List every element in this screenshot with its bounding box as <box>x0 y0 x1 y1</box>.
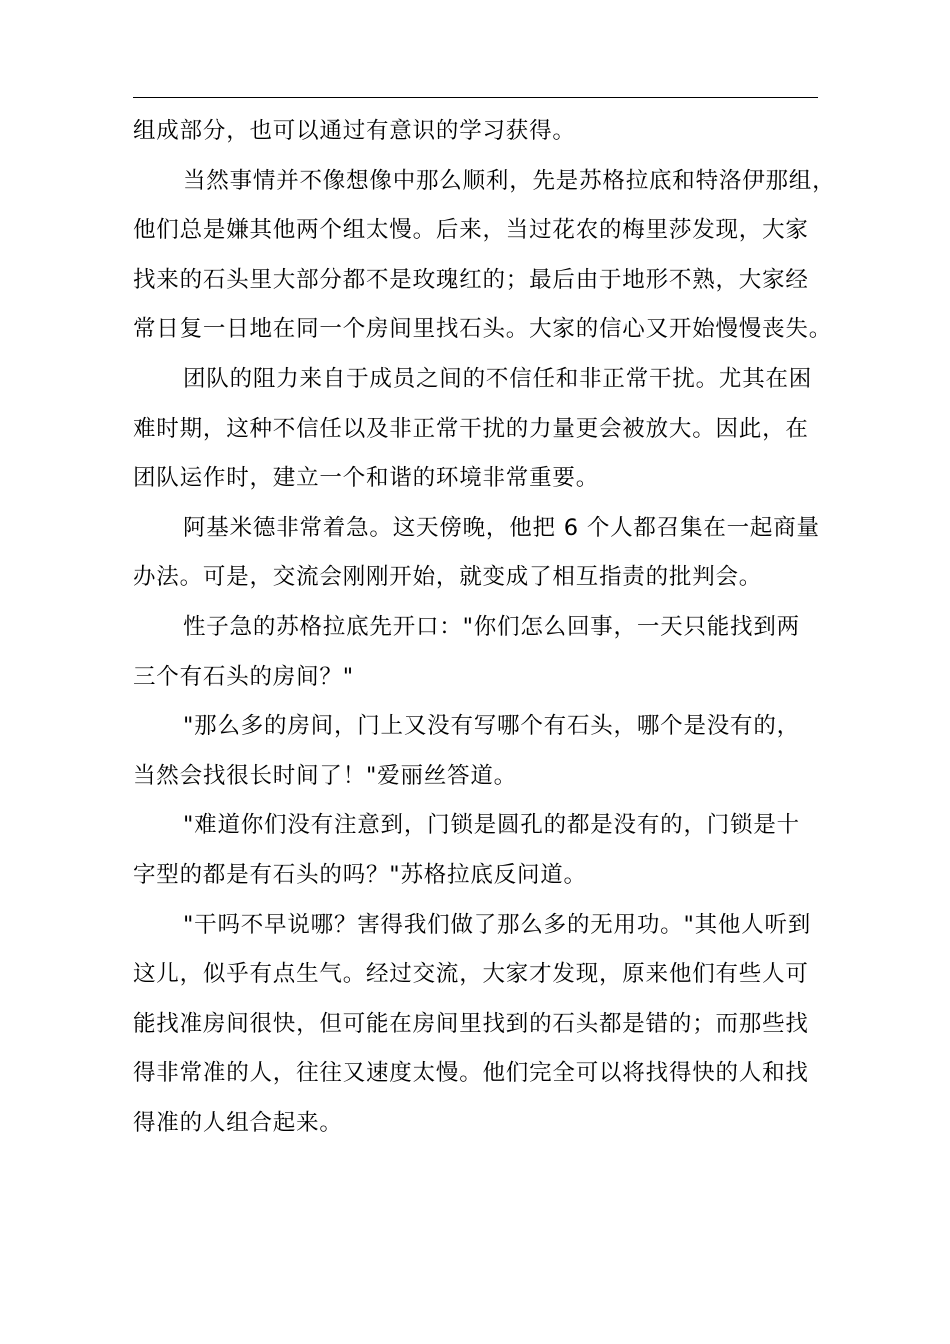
text-line: 当然会找很长时间了！"爱丽丝答道。 <box>133 762 517 789</box>
text-line: 团队运作时，建立一个和谐的环境非常重要。 <box>133 465 600 492</box>
text-line: 能找准房间很快，但可能在房间里找到的石头都是错的；而那些找 <box>133 1010 809 1037</box>
text-line: 他们总是嫌其他两个组太慢。后来，当过花农的梅里莎发现，大家 <box>133 217 809 244</box>
body-text <box>133 107 836 1148</box>
text-line: 办法。可是，交流会刚刚开始，就变成了相互指责的批判会。 <box>133 564 763 591</box>
text-line: 常日复一日地在同一个房间里找石头。大家的信心又开始慢慢丧失。 <box>133 316 833 343</box>
text-line: "难道你们没有注意到，门锁是圆孔的都是没有的，门锁是十 <box>183 812 800 839</box>
text-line: 当然事情并不像想像中那么顺利，先是苏格拉底和特洛伊那组， <box>183 167 836 194</box>
text-line: 阿基米德非常着急。这天傍晚，他把 6 个人都召集在一起商量 <box>183 514 820 541</box>
text-line: 这儿，似乎有点生气。经过交流，大家才发现，原来他们有些人可 <box>133 961 809 988</box>
text-line: "那么多的房间，门上又没有写哪个有石头，哪个是没有的， <box>183 713 800 740</box>
text-line: 找来的石头里大部分都不是玫瑰红的；最后由于地形不熟，大家经 <box>133 266 809 293</box>
text-line: 三个有石头的房间？" <box>133 663 354 690</box>
text-line: 得非常准的人，往往又速度太慢。他们完全可以将找得快的人和找 <box>133 1060 809 1087</box>
text-line: "干吗不早说哪？害得我们做了那么多的无用功。"其他人听到 <box>183 911 812 938</box>
header-rule <box>133 97 818 98</box>
text-line: 字型的都是有石头的吗？"苏格拉底反问道。 <box>133 861 587 888</box>
text-line: 难时期，这种不信任以及非正常干扰的力量更会被放大。因此，在 <box>133 415 809 442</box>
text-line: 组成部分，也可以通过有意识的学习获得。 <box>133 118 576 144</box>
text-line: 性子急的苏格拉底先开口："你们怎么回事，一天只能找到两 <box>183 613 800 640</box>
text-line: 得准的人组合起来。 <box>133 1109 343 1136</box>
text-line: 团队的阻力来自于成员之间的不信任和非正常干扰。尤其在困 <box>183 365 813 392</box>
